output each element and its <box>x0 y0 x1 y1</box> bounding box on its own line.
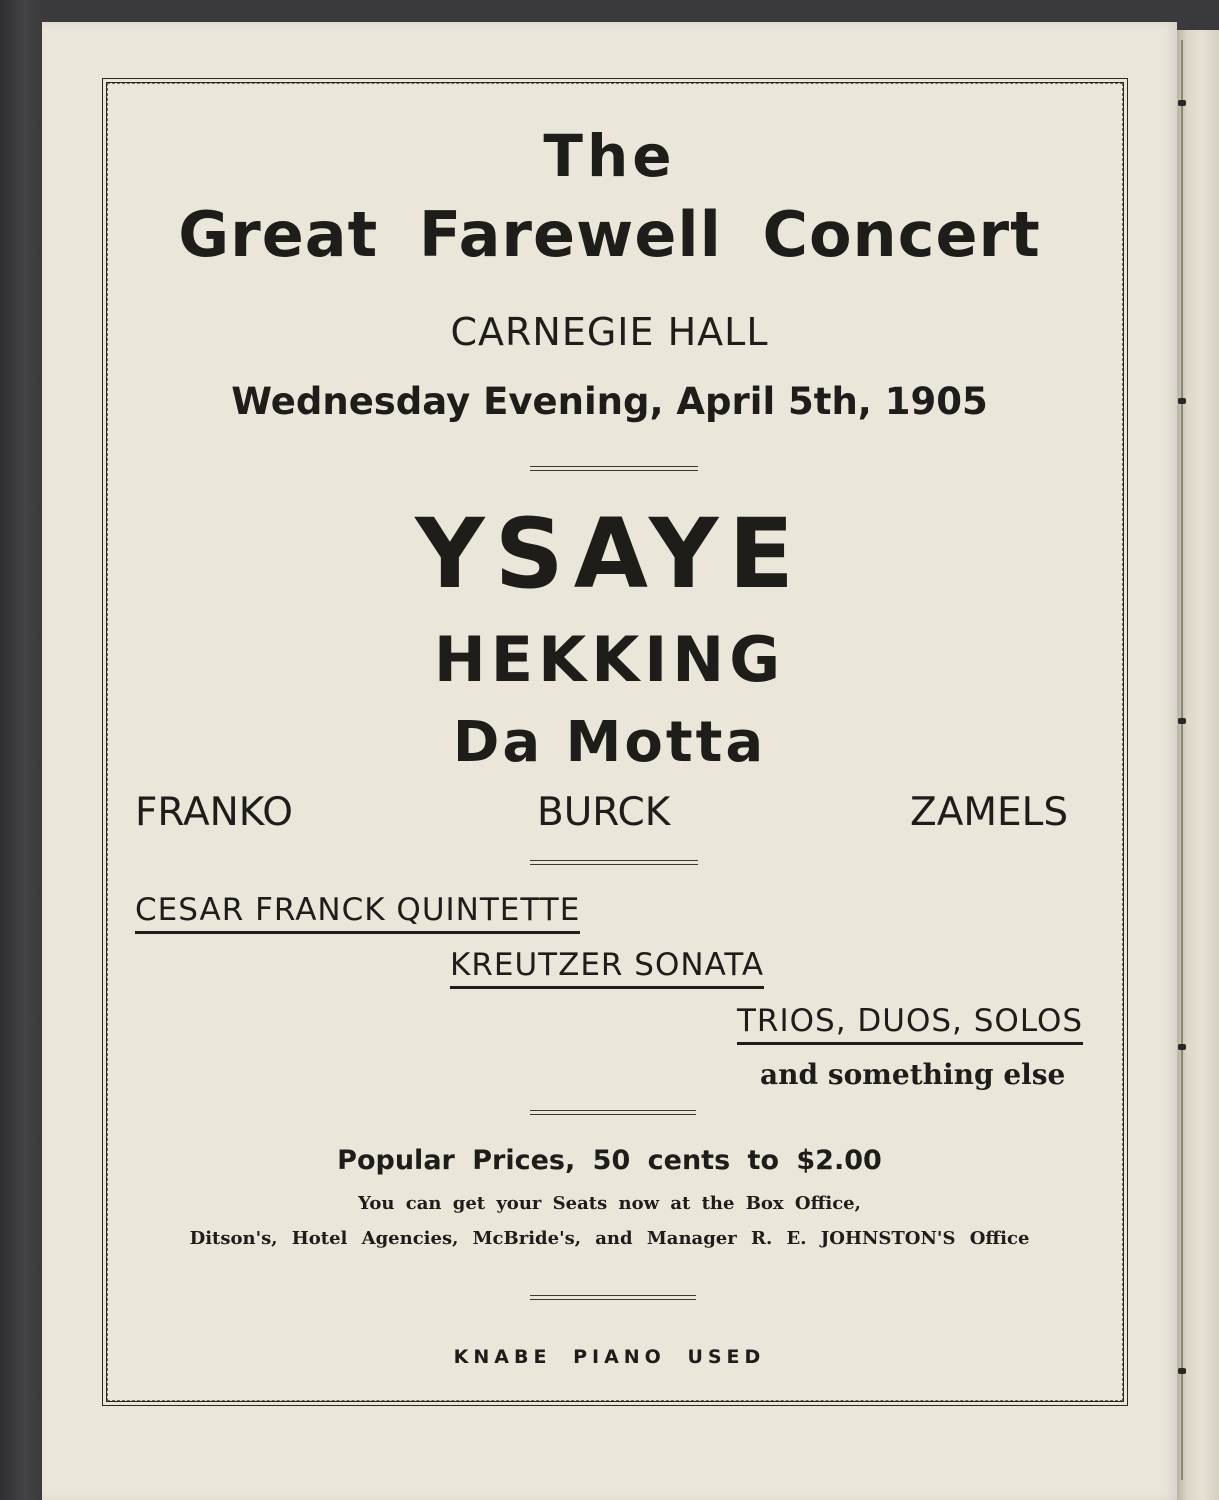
performer-zamels: ZAMELS <box>910 790 1069 835</box>
performer-franko: FRANKO <box>135 790 293 835</box>
concert-title: Great Farewell Concert <box>178 198 1041 271</box>
divider-rule <box>530 1295 696 1300</box>
performer-burck: BURCK <box>537 790 671 835</box>
divider-rule <box>530 1110 696 1115</box>
divider-rule <box>530 466 698 471</box>
headliner-hekking: HEKKING <box>433 623 786 696</box>
ticket-info-line1: You can get your Seats now at the Box Office, <box>358 1193 861 1214</box>
program-item-trios-duos-solos: TRIOS, DUOS, SOLOS <box>737 1003 1083 1045</box>
ticket-info-line2: Ditson's, Hotel Agencies, McBride's, and Manager R. E. JOHNSTON'S Office <box>189 1228 1030 1249</box>
divider-rule <box>530 860 698 865</box>
binding-staple <box>1178 1368 1186 1374</box>
program-item-kreutzer-sonata: KREUTZER SONATA <box>450 947 764 989</box>
headliner-da-motta: Da Motta <box>452 710 767 775</box>
heading-the: The <box>543 122 676 190</box>
piano-credit: KNABE PIANO USED <box>453 1346 766 1368</box>
ticket-prices: Popular Prices, 50 cents to $2.00 <box>337 1145 882 1176</box>
binding-staple <box>1178 1044 1186 1050</box>
headliner-ysaye: YSAYE <box>415 498 804 610</box>
binding-staple <box>1178 100 1186 106</box>
program-item-franck-quintette: CESAR FRANCK QUINTETTE <box>135 892 580 934</box>
venue: CARNEGIE HALL <box>450 310 769 354</box>
program-note: and something else <box>760 1058 1066 1091</box>
concert-date: Wednesday Evening, April 5th, 1905 <box>231 380 988 423</box>
